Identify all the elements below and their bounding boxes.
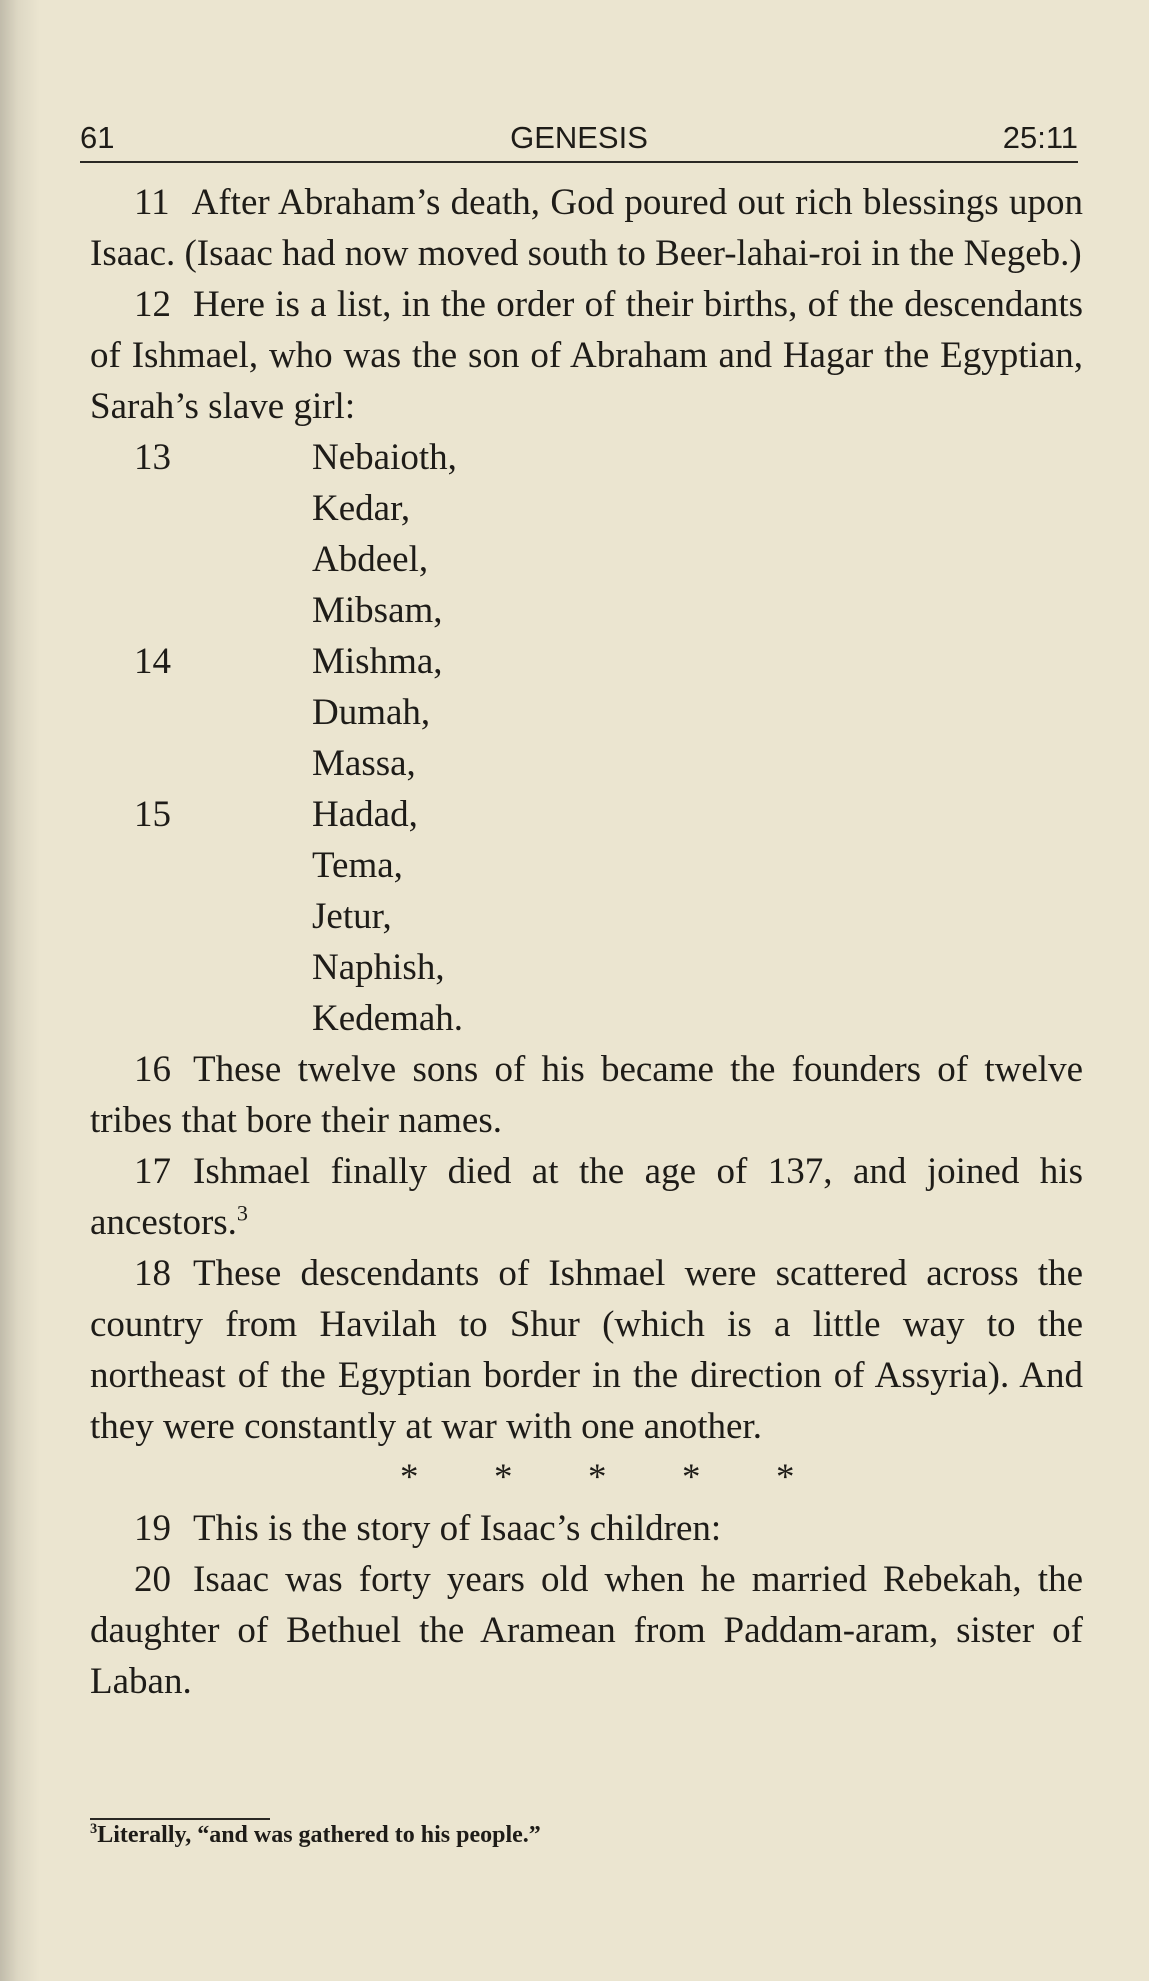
- verse-number: 12: [134, 284, 171, 325]
- verse-text: Isaac was forty years old when he married Rebekah, the daughter of Bethuel the Aramean from Paddam-aram, sister of Laban.: [90, 1559, 1083, 1702]
- son-name: Mibsam,: [312, 590, 443, 631]
- son-name: Dumah,: [312, 692, 431, 733]
- list-item: [90, 942, 1083, 993]
- verse-text: These twelve sons of his became the founders of twelve tribes that bore their names.: [90, 1049, 1083, 1141]
- verse-text: After Abraham’s death, God poured out rich blessings upon Isaac. (Isaac had now moved south to Beer-lahai-roi in the Negeb.): [90, 182, 1083, 274]
- sons-of-ishmael-list: [90, 432, 1083, 1044]
- verse-18: [90, 1248, 1083, 1452]
- verse-16: [90, 1044, 1083, 1146]
- list-item: [90, 738, 1083, 789]
- list-item: [90, 585, 1083, 636]
- verse-12: [90, 279, 1083, 432]
- son-name: Massa,: [312, 743, 416, 784]
- verse-number: 17: [134, 1151, 171, 1192]
- son-name: Hadad,: [312, 794, 418, 835]
- footnote-text: Literally, “and was gathered to his people.”: [97, 1822, 541, 1848]
- verse-20: [90, 1554, 1083, 1707]
- verse-number: 18: [134, 1253, 171, 1294]
- son-name: Jetur,: [312, 896, 392, 937]
- section-separator: [90, 1452, 1083, 1503]
- verse-number: 16: [134, 1049, 171, 1090]
- son-name: Kedar,: [312, 488, 411, 529]
- page-body: [90, 177, 1083, 1707]
- list-item: [90, 432, 1083, 483]
- list-item: [90, 891, 1083, 942]
- verse-17: [90, 1146, 1083, 1248]
- son-name: Nebaioth,: [312, 437, 457, 478]
- footnote-marker: 3: [236, 1200, 249, 1226]
- list-item: [90, 636, 1083, 687]
- verse-text: These descendants of Ishmael were scattered across the country from Havilah to Shur (which is a little way to the northeast of the Egyptian border in the direction of Assyria). And they were constantly at war with one another.: [90, 1253, 1083, 1447]
- footnote: [90, 1822, 541, 1849]
- asterisk: *: [682, 1457, 701, 1498]
- list-item: [90, 993, 1083, 1044]
- verse-number: 13: [134, 437, 171, 478]
- son-name: Abdeel,: [312, 539, 429, 580]
- son-name: Naphish,: [312, 947, 445, 988]
- list-item: [90, 534, 1083, 585]
- book-title: GENESIS: [510, 120, 648, 155]
- running-header: [80, 115, 1078, 163]
- page-number: 61: [80, 120, 115, 155]
- verse-text: Ishmael finally died at the age of 137, and joined his ancestors.: [90, 1151, 1083, 1243]
- son-name: Tema,: [312, 845, 403, 886]
- asterisk: *: [776, 1457, 795, 1498]
- verse-number: 11: [134, 182, 170, 223]
- verse-number: 19: [134, 1508, 171, 1549]
- verse-number: 20: [134, 1559, 171, 1600]
- verse-text: Here is a list, in the order of their births, of the descendants of Ishmael, who was the son of Abraham and Hagar the Egyptian, Sarah’s slave girl:: [90, 284, 1083, 427]
- verse-number: 15: [134, 794, 171, 835]
- asterisk: *: [494, 1457, 513, 1498]
- son-name: Mishma,: [312, 641, 443, 682]
- son-name: Kedemah.: [312, 998, 464, 1039]
- footnote-number: 3: [90, 1821, 98, 1837]
- chapter-verse-reference: 25:11: [1002, 120, 1078, 155]
- asterisk: *: [588, 1457, 607, 1498]
- verse-11: [90, 177, 1083, 279]
- list-item: [90, 789, 1083, 840]
- asterisk: *: [400, 1457, 419, 1498]
- list-item: [90, 483, 1083, 534]
- verse-number: 14: [134, 641, 171, 682]
- verse-19: [90, 1503, 1083, 1554]
- verse-text: This is the story of Isaac’s children:: [193, 1508, 722, 1549]
- list-item: [90, 840, 1083, 891]
- list-item: [90, 687, 1083, 738]
- footnote-divider: [90, 1818, 270, 1820]
